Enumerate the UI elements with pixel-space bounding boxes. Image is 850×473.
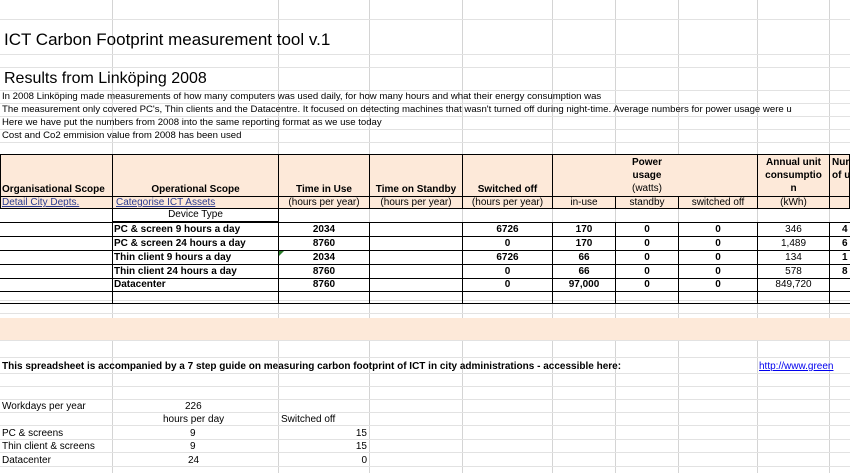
header-num-1: Nur: [832, 157, 850, 168]
row-4-switched-off: 0: [504, 266, 511, 277]
bottom-row-2-hours: 9: [190, 441, 196, 452]
row-4-num: 8: [842, 266, 848, 277]
header-power-2: usage: [632, 170, 662, 181]
page-title: ICT Carbon Footprint measurement tool v.1: [4, 30, 331, 49]
guide-link[interactable]: http://www.green: [759, 361, 834, 372]
row-1-annual: 346: [785, 224, 802, 235]
row-3-time-in-use: 2034: [312, 252, 336, 263]
bottom-row-1-hours: 9: [190, 428, 196, 439]
bottom-row-3-label: Datacenter: [2, 455, 51, 466]
row-3-num: 1: [842, 252, 848, 263]
row-5-in-use: 97,000: [568, 279, 600, 290]
row-2-device: PC & screen 24 hours a day: [114, 238, 246, 249]
guide-note: This spreadsheet is accompanied by a 7 step guide on measuring carbon footprint of ICT in city administrations - accessible here:: [2, 361, 622, 372]
row-1-in-use: 170: [575, 224, 593, 235]
intro-line-2: The measurement only covered PC's, Thin clients and the Datacentre. It focused on detecting machines that wasn't turned off during night-time. Average numbers for power usage were u: [2, 104, 792, 115]
header-annual-3: n: [790, 183, 797, 194]
header-time-in-use: Time in Use: [296, 184, 352, 195]
bottom-row-2-off: 15: [355, 441, 367, 452]
switched-off-header: Switched off: [281, 414, 336, 425]
subheader-in-use: in-use: [570, 197, 598, 208]
row-1-off: 0: [715, 224, 721, 235]
intro-line-3: Here we have put the numbers from 2008 into the same reporting format as we use today: [2, 117, 382, 128]
row-2-in-use: 170: [575, 238, 593, 249]
row-3-in-use: 66: [578, 252, 590, 263]
row-2-standby: 0: [644, 238, 650, 249]
header-switched-off: Switched off: [477, 184, 538, 195]
row-2-time-in-use: 8760: [312, 238, 336, 249]
bottom-row-2-label: Thin client & screens: [2, 441, 95, 452]
row-4-off: 0: [715, 266, 721, 277]
header-num-2: of u: [832, 170, 850, 181]
workdays-value: 226: [185, 401, 202, 412]
intro-line-1: In 2008 Linköping made measurements of how many computers was used daily, for how many hours and what their energy consumption was: [2, 91, 602, 102]
intro-line-4: Cost and Co2 emmision value from 2008 has been used: [2, 130, 242, 141]
row-5-time-in-use: 8760: [312, 279, 336, 290]
row-4-standby: 0: [644, 266, 650, 277]
row-4-time-in-use: 8760: [312, 266, 336, 277]
row-3-switched-off: 6726: [496, 252, 519, 263]
row-2-off: 0: [715, 238, 721, 249]
row-1-device: PC & screen 9 hours a day: [114, 224, 241, 235]
subheader-standby: standby: [629, 197, 665, 208]
row-4-annual: 578: [785, 266, 802, 277]
header-annual-1: Annual unit: [766, 157, 821, 168]
subheader-time-standby: (hours per year): [380, 197, 452, 208]
bottom-row-1-label: PC & screens: [2, 428, 64, 439]
header-time-standby: Time on Standby: [375, 184, 457, 195]
subheader-detail-city-depts[interactable]: Detail City Depts.: [2, 197, 80, 208]
row-3-standby: 0: [644, 252, 650, 263]
hours-per-day-header: hours per day: [163, 414, 225, 425]
row-4-device: Thin client 24 hours a day: [114, 266, 237, 277]
header-annual-2: consumptio: [765, 170, 822, 181]
row-3-device: Thin client 9 hours a day: [114, 252, 232, 263]
subheader-switched-off-w: switched off: [691, 197, 745, 208]
row-5-switched-off: 0: [504, 279, 511, 290]
row-1-switched-off: 6726: [496, 224, 519, 235]
bottom-row-3-off: 0: [361, 455, 367, 466]
header-org-scope: Organisational Scope: [2, 184, 105, 195]
row-5-standby: 0: [644, 279, 650, 290]
row-4-in-use: 66: [578, 266, 590, 277]
subheader-categorise-ict[interactable]: Categorise ICT Assets: [116, 197, 216, 208]
bottom-row-3-hours: 24: [188, 455, 200, 466]
header-power-1: Power: [631, 157, 662, 168]
bottom-row-1-off: 15: [355, 428, 367, 439]
subheader-kwh: (kWh): [780, 197, 807, 208]
workdays-label: Workdays per year: [2, 401, 86, 412]
row-3-annual: 134: [785, 252, 802, 263]
row-1-num: 4: [842, 224, 848, 235]
device-type-label: Device Type: [168, 209, 223, 220]
blank-band: [0, 318, 850, 340]
row-1-standby: 0: [644, 224, 650, 235]
subheader-switched-off: (hours per year): [471, 197, 544, 208]
row-5-annual: 849,720: [775, 279, 812, 290]
row-2-num: 6: [842, 238, 848, 249]
subheader-time-in-use: (hours per year): [288, 197, 360, 208]
row-2-annual: 1,489: [780, 238, 807, 249]
row-2-switched-off: 0: [504, 238, 511, 249]
page-subtitle: Results from Linköping 2008: [4, 70, 207, 87]
row-5-device: Datacenter: [114, 279, 166, 290]
row-1-time-in-use: 2034: [312, 224, 336, 235]
header-op-scope: Operational Scope: [151, 184, 240, 195]
header-power-3: (watts): [632, 183, 662, 194]
row-3-off: 0: [715, 252, 721, 263]
row-5-off: 0: [715, 279, 721, 290]
